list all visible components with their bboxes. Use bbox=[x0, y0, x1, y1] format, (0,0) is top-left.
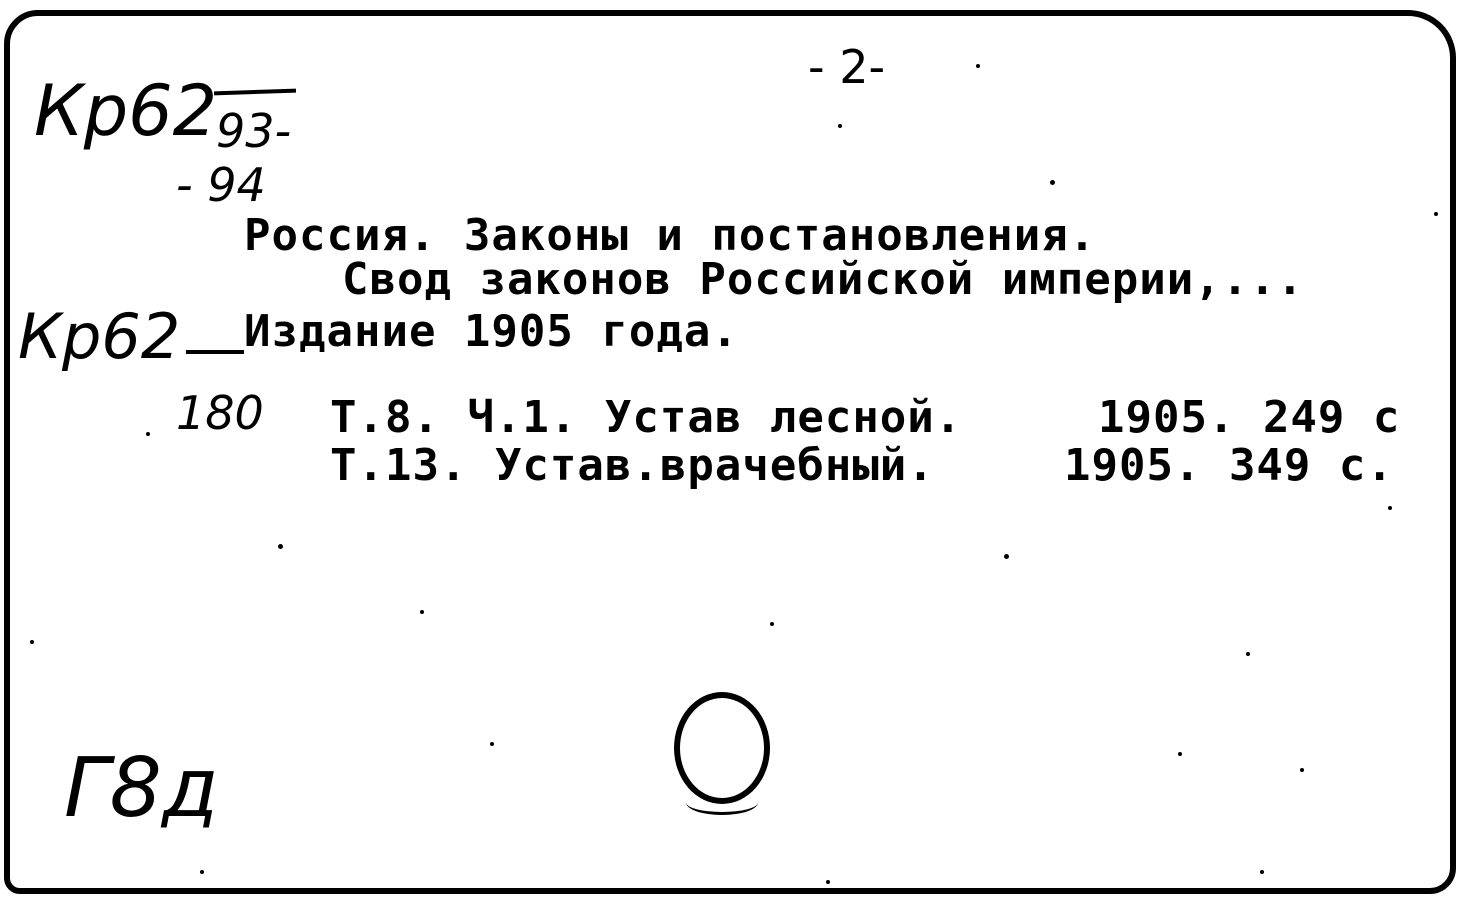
scan-speck bbox=[1434, 212, 1438, 216]
scan-speck bbox=[826, 880, 830, 884]
scan-speck bbox=[146, 432, 150, 436]
call-number-dash bbox=[186, 350, 244, 354]
entry-heading: Россия. Законы и постановления. bbox=[244, 210, 1097, 261]
punch-hole bbox=[674, 692, 770, 804]
scan-speck bbox=[770, 622, 774, 626]
scan-speck bbox=[1178, 752, 1182, 756]
scan-speck bbox=[1300, 768, 1304, 772]
scan-speck bbox=[30, 640, 34, 644]
scan-speck bbox=[838, 124, 842, 128]
volume-details: 1905. 349 с. bbox=[1064, 440, 1394, 491]
shelf-mark: Г8д bbox=[64, 741, 219, 836]
scan-speck bbox=[278, 544, 283, 549]
scan-speck bbox=[1246, 652, 1250, 656]
entry-edition: Издание 1905 года. bbox=[244, 306, 739, 357]
scan-speck bbox=[1260, 870, 1264, 874]
call-number-secondary: Кр62 bbox=[18, 300, 181, 373]
scan-speck bbox=[976, 64, 980, 68]
scan-speck bbox=[1004, 554, 1009, 559]
volume-label: Т.13. Устав.врачебный. bbox=[330, 440, 935, 491]
scan-speck bbox=[1050, 180, 1055, 185]
page-number: - 2- bbox=[808, 40, 886, 94]
scan-speck bbox=[420, 610, 424, 614]
scan-speck bbox=[490, 742, 494, 746]
call-number-main: Кр62 bbox=[34, 70, 218, 152]
call-number-range: - 94 bbox=[176, 158, 266, 212]
scan-speck bbox=[1388, 506, 1392, 510]
volume-details: 1905. 249 с bbox=[1098, 392, 1401, 443]
call-number-secondary-sub: 180 bbox=[176, 386, 264, 440]
volume-label: Т.8. Ч.1. Устав лесной. bbox=[330, 392, 963, 443]
scan-speck bbox=[200, 870, 204, 874]
entry-title: Свод законов Российской империи,... bbox=[342, 254, 1305, 305]
call-number-suffix: 93- bbox=[216, 104, 292, 158]
punch-hole-shadow bbox=[686, 790, 758, 815]
